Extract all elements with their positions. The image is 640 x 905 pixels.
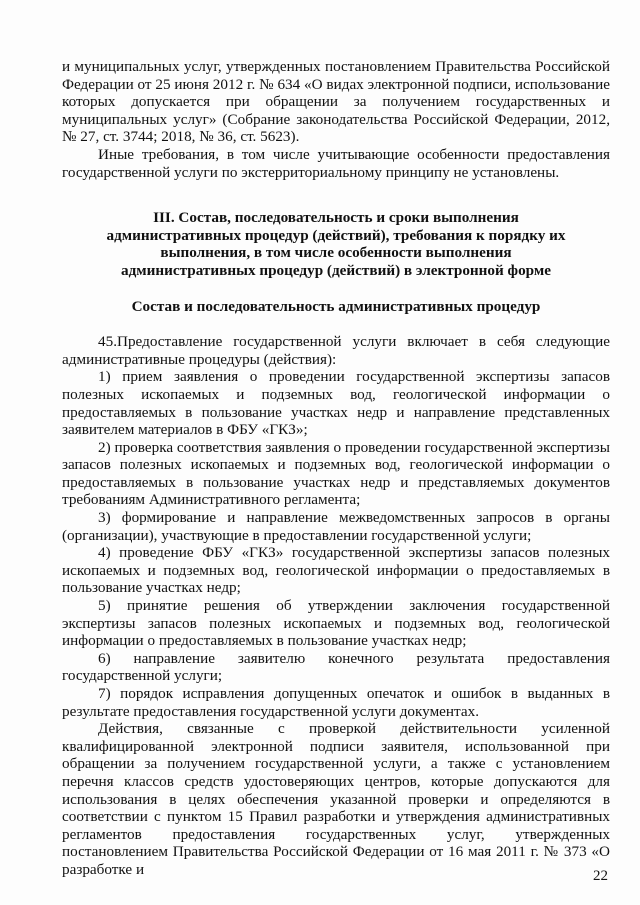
list-item: 7) порядок исправления допущенных опечаток и ошибок в выданных в результате предоставления государственной услуги документах. bbox=[62, 685, 610, 720]
list-item: 4) проведение ФБУ «ГКЗ» государственной экспертизы запасов полезных ископаемых и подземных вод, геологической информации о предоставляемых в пользование участках недр; bbox=[62, 544, 610, 597]
subsection-heading: Состав и последовательность административных процедур bbox=[131, 297, 541, 315]
paragraph-other-requirements: Иные требования, в том числе учитывающие особенности предоставления государственной услуги по экстерриториальному принципу не установлены. bbox=[62, 145, 610, 181]
paragraph-continuation: и муниципальных услуг, утвержденных постановлением Правительства Российской Федерации от 25 июня 2012 г. № 634 «О видах электронной подписи, использование которых допускается при обращении за получением государственных и муниципальных услуг» (Собрание законодательства Российской Федерации, 2012, № 27, ст. 3744; 2018, № 36, ст. 5623). bbox=[62, 58, 610, 146]
list-item: 45.Предоставление государственной услуги включает в себя следующие административные процедуры (действия): bbox=[62, 333, 610, 368]
list-item: 2) проверка соответствия заявления о проведении государственной экспертизы запасов полезных ископаемых и подземных вод, геологической информации о предоставляемых в пользование участках недр и представляемых документов требованиям Административного регламента; bbox=[62, 438, 610, 509]
list-item: 6) направление заявителю конечного результата предоставления государственной услуги; bbox=[62, 649, 610, 685]
page-number: 22 bbox=[593, 868, 608, 884]
list-item: 1) прием заявления о проведении государственной экспертизы запасов полезных ископаемых и подземных вод, геологической информации о предоставляемых в пользование участках недр и направление представленных заявителем материалов в ФБУ «ГКЗ»; bbox=[62, 368, 610, 439]
list-item: 5) принятие решения об утверждении заключения государственной экспертизы запасов полезных ископаемых и подземных вод, геологической информации о предоставляемых в пользование участках недр; bbox=[62, 597, 610, 650]
section-heading: III. Состав, последовательность и сроки выполнения административных процедур (действий), требования к порядку их выполнения, в том числе особенности выполнения административных процедур (действий) в электронной форме bbox=[106, 209, 566, 279]
paragraph-signature-verification: Действия, связанные с проверкой действительности усиленной квалифицированной электронной подписи заявителя, использованной при обращении за получением государственной услуги, а также с установлением перечня классов средств удостоверяющих центров, которые допускаются для использования в целях обеспечения указанной проверки и определяются в соответствии с пунктом 15 Правил разработки и утверждения административных регламентов предоставления государственных услуг, утвержденных постановлением Правительства Российской Федерации от 16 мая 2011 г. № 373 «О разработке и bbox=[62, 720, 610, 878]
list-item: 3) формирование и направление межведомственных запросов в органы (организации), участвующие в предоставлении государственной услуги; bbox=[62, 509, 610, 544]
page-body bbox=[62, 58, 610, 879]
